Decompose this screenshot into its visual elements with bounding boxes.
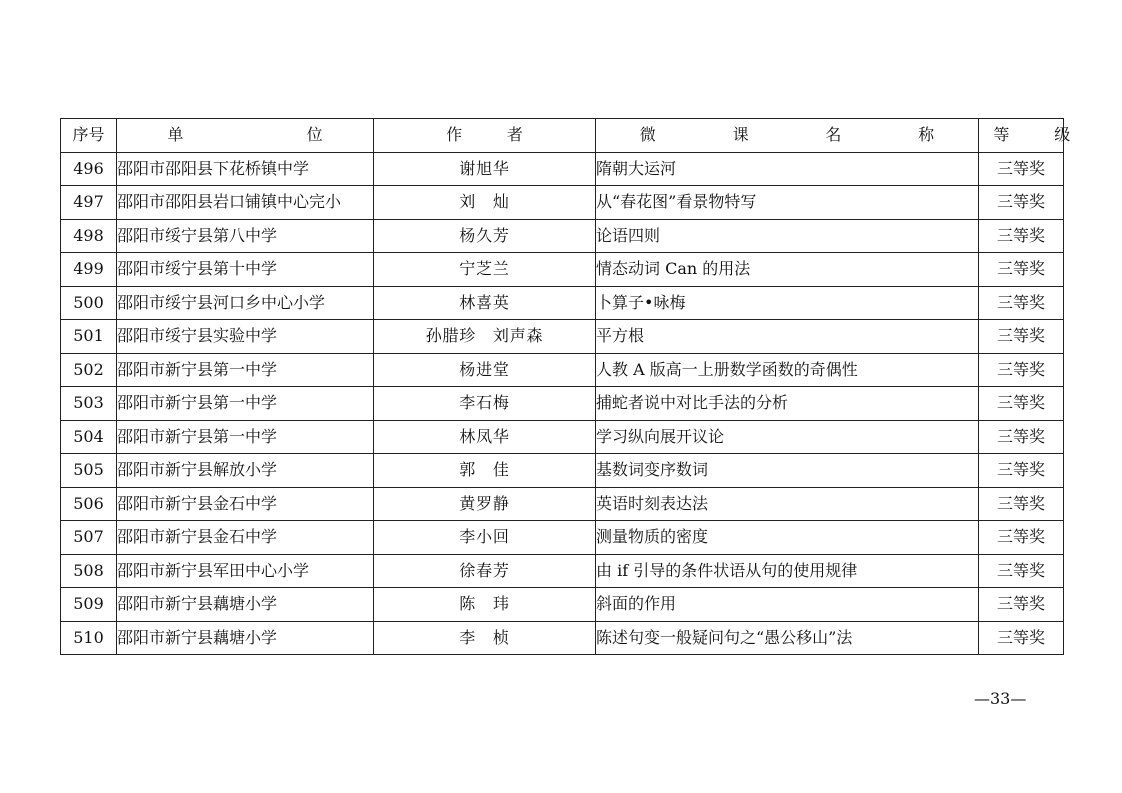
- row-unit: 邵阳市新宁县金石中学: [117, 487, 374, 521]
- row-number: 505: [61, 454, 117, 488]
- table-row: [61, 387, 1064, 421]
- row-grade: 三等奖: [979, 320, 1064, 354]
- table-row: [61, 219, 1064, 253]
- row-author: 孙腊珍 刘声森: [374, 320, 596, 354]
- table-row: [61, 454, 1064, 488]
- header-unit: 单 位: [117, 119, 374, 153]
- table-row: [61, 253, 1064, 287]
- row-course: 平方根: [596, 320, 979, 354]
- row-grade: 三等奖: [979, 253, 1064, 287]
- row-grade: 三等奖: [979, 286, 1064, 320]
- table-row: [61, 487, 1064, 521]
- row-course: 基数词变序数词: [596, 454, 979, 488]
- row-author: 杨进堂: [374, 353, 596, 387]
- row-unit: 邵阳市绥宁县河口乡中心小学: [117, 286, 374, 320]
- row-number: 497: [61, 186, 117, 220]
- table-header-row: [61, 119, 1064, 153]
- row-number: 508: [61, 554, 117, 588]
- row-course: 斜面的作用: [596, 588, 979, 622]
- row-course: 人教 A 版高一上册数学函数的奇偶性: [596, 353, 979, 387]
- row-grade: 三等奖: [979, 521, 1064, 555]
- row-grade: 三等奖: [979, 454, 1064, 488]
- table-row: [61, 353, 1064, 387]
- row-author: 李 桢: [374, 621, 596, 655]
- row-author: 刘 灿: [374, 186, 596, 220]
- row-course: 从“春花图”看景物特写: [596, 186, 979, 220]
- row-unit: 邵阳市绥宁县第十中学: [117, 253, 374, 287]
- row-unit: 邵阳市新宁县藕塘小学: [117, 621, 374, 655]
- row-author: 宁芝兰: [374, 253, 596, 287]
- row-grade: 三等奖: [979, 353, 1064, 387]
- table-row: [61, 420, 1064, 454]
- header-course: 微 课 名 称: [596, 119, 979, 153]
- header-number: 序号: [61, 119, 117, 153]
- row-author: 谢旭华: [374, 152, 596, 186]
- table-row: [61, 186, 1064, 220]
- row-grade: 三等奖: [979, 186, 1064, 220]
- row-course: 论语四则: [596, 219, 979, 253]
- row-course: 捕蛇者说中对比手法的分析: [596, 387, 979, 421]
- row-unit: 邵阳市绥宁县第八中学: [117, 219, 374, 253]
- row-number: 506: [61, 487, 117, 521]
- row-course: 情态动词 Can 的用法: [596, 253, 979, 287]
- row-course: 陈述句变一般疑问句之“愚公移山”法: [596, 621, 979, 655]
- row-course: 隋朝大运河: [596, 152, 979, 186]
- row-unit: 邵阳市新宁县第一中学: [117, 353, 374, 387]
- header-grade: 等 级: [979, 119, 1064, 153]
- row-number: 500: [61, 286, 117, 320]
- table-row: [61, 521, 1064, 555]
- row-author: 杨久芳: [374, 219, 596, 253]
- row-number: 510: [61, 621, 117, 655]
- row-unit: 邵阳市新宁县第一中学: [117, 420, 374, 454]
- row-number: 501: [61, 320, 117, 354]
- row-unit: 邵阳市新宁县藕塘小学: [117, 588, 374, 622]
- row-author: 林喜英: [374, 286, 596, 320]
- row-grade: 三等奖: [979, 588, 1064, 622]
- row-grade: 三等奖: [979, 420, 1064, 454]
- row-unit: 邵阳市邵阳县岩口铺镇中心完小: [117, 186, 374, 220]
- row-number: 504: [61, 420, 117, 454]
- row-course: 卜算子•咏梅: [596, 286, 979, 320]
- row-grade: 三等奖: [979, 387, 1064, 421]
- table-row: [61, 554, 1064, 588]
- header-author: 作 者: [374, 119, 596, 153]
- row-author: 徐春芳: [374, 554, 596, 588]
- row-unit: 邵阳市绥宁县实验中学: [117, 320, 374, 354]
- row-number: 496: [61, 152, 117, 186]
- row-grade: 三等奖: [979, 219, 1064, 253]
- table-row: [61, 588, 1064, 622]
- row-author: 李小回: [374, 521, 596, 555]
- row-author: 林凤华: [374, 420, 596, 454]
- row-author: 李石梅: [374, 387, 596, 421]
- row-number: 509: [61, 588, 117, 622]
- row-unit: 邵阳市新宁县金石中学: [117, 521, 374, 555]
- row-number: 498: [61, 219, 117, 253]
- row-course: 英语时刻表达法: [596, 487, 979, 521]
- row-course: 由 if 引导的条件状语从句的使用规律: [596, 554, 979, 588]
- row-author: 黄罗静: [374, 487, 596, 521]
- table-row: [61, 621, 1064, 655]
- row-number: 502: [61, 353, 117, 387]
- row-course: 测量物质的密度: [596, 521, 979, 555]
- row-grade: 三等奖: [979, 621, 1064, 655]
- row-number: 499: [61, 253, 117, 287]
- row-unit: 邵阳市新宁县第一中学: [117, 387, 374, 421]
- row-grade: 三等奖: [979, 152, 1064, 186]
- row-author: 郭 佳: [374, 454, 596, 488]
- page-number: —33—: [974, 689, 1027, 708]
- row-grade: 三等奖: [979, 487, 1064, 521]
- table-row: [61, 286, 1064, 320]
- row-unit: 邵阳市邵阳县下花桥镇中学: [117, 152, 374, 186]
- table-row: [61, 152, 1064, 186]
- row-number: 503: [61, 387, 117, 421]
- table-row: [61, 320, 1064, 354]
- row-number: 507: [61, 521, 117, 555]
- row-course: 学习纵向展开议论: [596, 420, 979, 454]
- row-unit: 邵阳市新宁县解放小学: [117, 454, 374, 488]
- row-author: 陈 玮: [374, 588, 596, 622]
- row-grade: 三等奖: [979, 554, 1064, 588]
- award-table: [60, 118, 1085, 655]
- table-body: [61, 152, 1064, 655]
- row-unit: 邵阳市新宁县军田中心小学: [117, 554, 374, 588]
